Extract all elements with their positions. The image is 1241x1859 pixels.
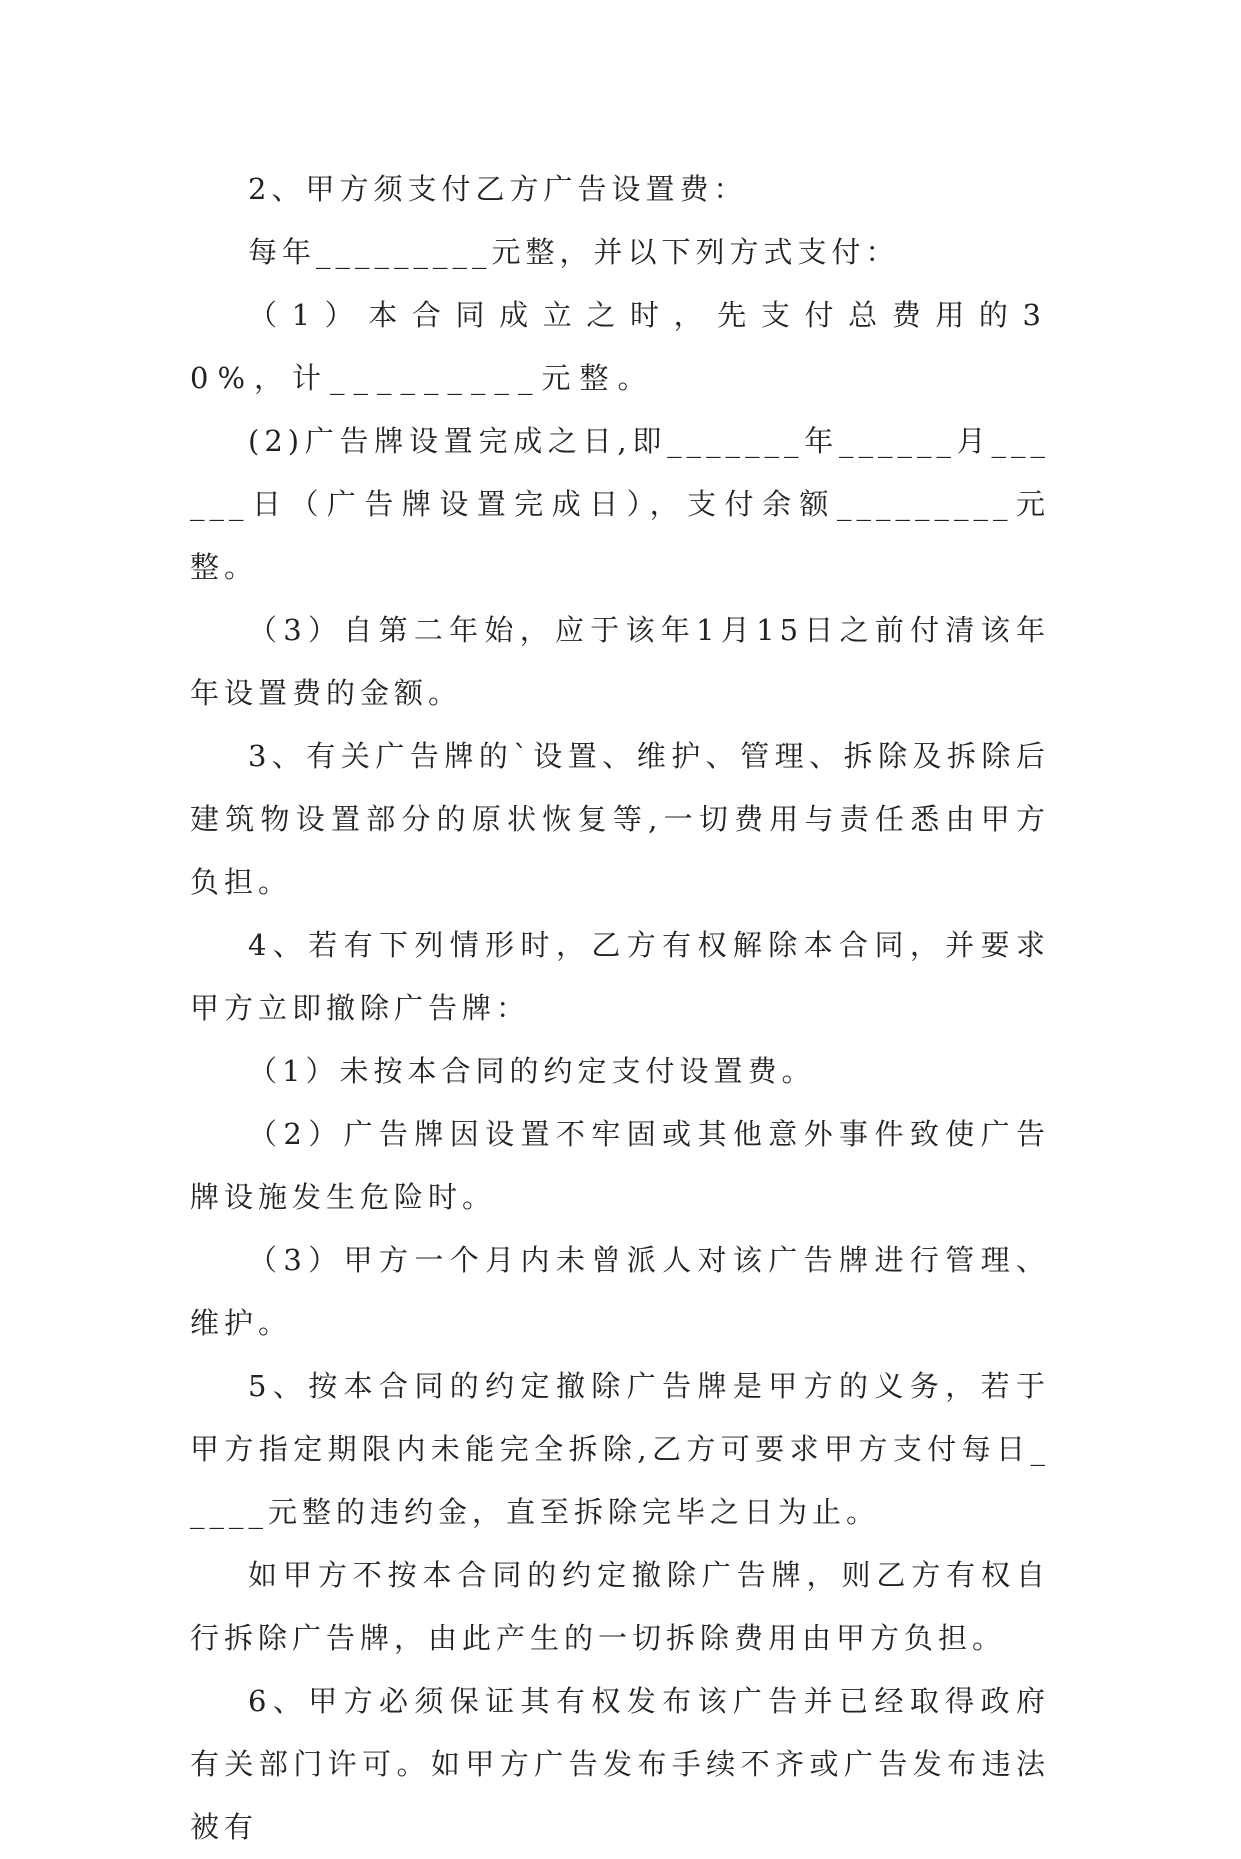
paragraph-condition-2: （2）广告牌因设置不牢固或其他意外事件致使广告牌设施发生危险时。 — [190, 1117, 1050, 1214]
document-body — [190, 158, 1050, 1859]
paragraph-clause-5: 5、按本合同的约定撤除广告牌是甲方的义务，若于甲方指定期限内未能完全拆除,乙方可要求甲方支付每日_____元整的违约金，直至拆除完毕之日为止。 — [190, 1369, 1050, 1529]
paragraph-clause-6: 6、甲方必须保证其有权发布该广告并已经取得政府有关部门许可。如甲方广告发布手续不齐或广告发布违法被有 — [190, 1684, 1050, 1844]
paragraph-clause-3: 3、有关广告牌的`设置、维护、管理、拆除及拆除后建筑物设置部分的原状恢复等,一切费用与责任悉由甲方负担。 — [190, 739, 1050, 899]
paragraph-annual-fee: 每年_________元整，并以下列方式支付： — [248, 235, 900, 269]
paragraph-payment-1: （1）本合同成立之时，先支付总费用的30%，计_________元整。 — [190, 298, 1050, 395]
paragraph-condition-3: （3）甲方一个月内未曾派人对该广告牌进行管理、维护。 — [190, 1243, 1050, 1340]
paragraph-payment-3: （3）自第二年始，应于该年1月15日之前付清该年年设置费的金额。 — [190, 613, 1050, 710]
paragraph-payment-2: (2)广告牌设置完成之日,即_______年______月______日（广告牌设置完成日），支付余额_________元整。 — [190, 424, 1050, 584]
paragraph-clause-2: 2、甲方须支付乙方广告设置费： — [248, 172, 748, 206]
paragraph-clause-4: 4、若有下列情形时，乙方有权解除本合同，并要求甲方立即撤除广告牌： — [190, 928, 1050, 1025]
paragraph-condition-1: （1）未按本合同的约定支付设置费。 — [248, 1054, 816, 1088]
paragraph-self-removal: 如甲方不按本合同的约定撤除广告牌，则乙方有权自行拆除广告牌，由此产生的一切拆除费用由甲方负担。 — [190, 1558, 1050, 1655]
